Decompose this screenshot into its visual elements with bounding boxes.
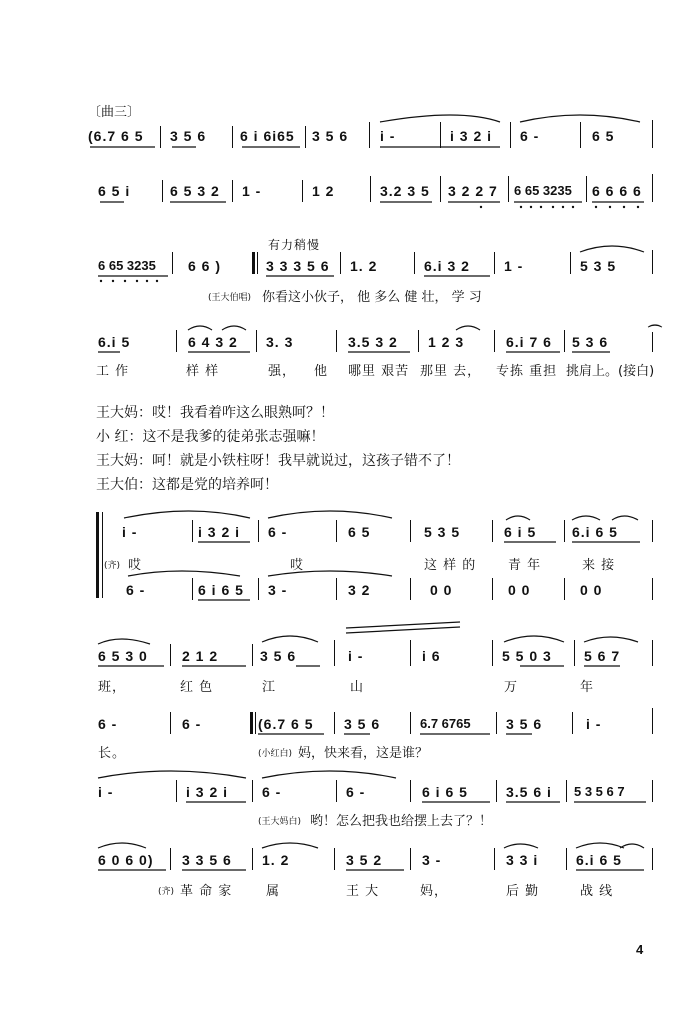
measure: 6 -: [268, 524, 288, 540]
measure: (6.7 6 5: [88, 128, 144, 144]
measure: 6 5 i: [98, 183, 131, 199]
measure: 6 6 ): [188, 258, 222, 274]
lyrics-line: 你看这小伙子， 他 多么 健 壮， 学 习: [262, 290, 482, 305]
measure: 6 5: [592, 128, 615, 144]
measure: 3 -: [422, 852, 442, 868]
measure: i -: [380, 128, 396, 144]
lyric-syllable: 长。: [98, 746, 127, 761]
measure: 1 2 3: [428, 334, 465, 350]
measure: 6 -: [98, 716, 118, 732]
measure: 2 1 2: [182, 648, 219, 664]
dialogue-line: 小 红：这不是我爹的徒弟张志强嘛！: [96, 429, 325, 445]
measure: 3 3 i: [506, 852, 539, 868]
measure: 6 -: [346, 784, 366, 800]
measure: 3 2: [348, 582, 371, 598]
measure: 3.5 3 2: [348, 334, 398, 350]
measure: 5 3 5 6 7: [574, 784, 625, 799]
spoken-line: 哟！怎么把我也给摆上去了？！: [310, 814, 493, 829]
dialogue-line: 王大妈：呵！就是小铁柱呀！我早就说过，这孩子错不了！: [96, 453, 460, 469]
singer-cue: (齐): [104, 561, 121, 571]
dialogue-line: 王大伯：这都是党的培养呵！: [96, 477, 278, 493]
lyric-syllable: 挑肩上。(接白): [566, 364, 655, 379]
speaker-cue: (王大妈白): [258, 817, 302, 827]
measure: 6 -: [262, 784, 282, 800]
lyric-syllable: 王 大: [346, 884, 380, 899]
lyric-syllable: 来 接: [582, 558, 616, 573]
measure: 6 5 3 0: [98, 648, 148, 664]
measure: 6 5 3 2: [170, 183, 220, 199]
lyric-syllable: 山: [350, 680, 365, 695]
measure: 6 i 5: [504, 524, 537, 540]
measure: 5 3 5: [580, 258, 617, 274]
measure: 6 i 6i65: [240, 128, 295, 144]
measure: 6 65 3235: [514, 183, 572, 198]
measure: 5 6 7: [584, 648, 621, 664]
lyric-syllable: 工 作: [96, 364, 130, 379]
singer-cue: (齐): [158, 887, 175, 897]
lyric-syllable: 红 色: [180, 680, 214, 695]
dialogue-line: 王大妈：哎！我看着咋这么眼熟呵？！: [96, 405, 334, 421]
measure: 1 -: [504, 258, 524, 274]
measure: 0 0: [430, 582, 453, 598]
lyric-syllable: 样 样: [186, 364, 220, 379]
lyric-syllable: 专拣 重担: [496, 364, 558, 379]
lyric-syllable: 青 年: [508, 558, 542, 573]
measure: 6 6 6 6: [592, 183, 642, 199]
lyric-syllable: 后 勤: [506, 884, 540, 899]
spoken-line: 妈，快来看，这是谁？: [298, 746, 429, 761]
measure: 3 5 6: [260, 648, 297, 664]
measure: (6.7 6 5: [258, 716, 314, 732]
lyric-syllable: 万: [504, 680, 519, 695]
measure: 3 5 6: [344, 716, 381, 732]
measure: 6 65 3235: [98, 258, 156, 273]
lyric-syllable: 江: [262, 680, 277, 695]
measure: 0 0: [580, 582, 603, 598]
measure: 1 2: [312, 183, 335, 199]
singer-cue: (王大伯唱): [208, 293, 252, 303]
measure: 3 -: [268, 582, 288, 598]
lyric-syllable: 年: [580, 680, 595, 695]
measure: 3 2 2 7: [448, 183, 498, 199]
measure: 1 -: [242, 183, 262, 199]
measure: 3 5 6: [312, 128, 349, 144]
measure: 6.7 6765: [420, 716, 471, 731]
measure: 6 5: [348, 524, 371, 540]
tempo-marking: 有力稍慢: [268, 238, 321, 252]
lyric-syllable: 这 样 的: [424, 558, 477, 573]
measure: i -: [98, 784, 114, 800]
lyric-syllable: 战 线: [580, 884, 614, 899]
measure: 3 3 3 5 6: [266, 258, 330, 274]
lyric-syllable: 属: [266, 884, 281, 899]
lyric-syllable: 强，: [268, 364, 297, 379]
measure: 5 3 6: [572, 334, 609, 350]
measure: 6.i 5: [98, 334, 131, 350]
page-number: 4: [636, 942, 644, 957]
measure: 1. 2: [350, 258, 378, 274]
measure: 6 0 6 0): [98, 852, 154, 868]
measure: 3.2 3 5: [380, 183, 430, 199]
measure: 6.i 3 2: [424, 258, 470, 274]
measure: 1. 2: [262, 852, 290, 868]
lyric-syllable: 妈，: [420, 884, 449, 899]
measure: 6.i 6 5: [576, 852, 622, 868]
lyric-syllable: 哪里 艰苦: [348, 364, 410, 379]
measure: 6.i 6 5: [572, 524, 618, 540]
lyric-syllable: 哎: [290, 558, 305, 573]
lyric-syllable: 他: [314, 364, 329, 379]
speaker-cue: (小红白): [258, 749, 293, 759]
section-label: 〔曲三〕: [88, 105, 141, 120]
measure: 3 5 6: [506, 716, 543, 732]
measure: 3 3 5 6: [182, 852, 232, 868]
measure: 3.5 6 i: [506, 784, 552, 800]
measure: 6 -: [520, 128, 540, 144]
measure: 0 0: [508, 582, 531, 598]
measure: i -: [348, 648, 364, 664]
measure: i 3 2 i: [198, 524, 241, 540]
lyric-syllable: 革 命 家: [180, 884, 233, 899]
measure: i 3 2 i: [450, 128, 493, 144]
lyric-syllable: 哎: [128, 558, 143, 573]
measure: 5 5 0 3: [502, 648, 552, 664]
measure: 6 i 6 5: [198, 582, 244, 598]
measure: 6 -: [126, 582, 146, 598]
fermata-mark: ⌒: [648, 324, 663, 340]
measure: 5 3 5: [424, 524, 461, 540]
measure: i 6: [422, 648, 441, 664]
measure: 6 4 3 2: [188, 334, 238, 350]
measure: 6 i 6 5: [422, 784, 468, 800]
measure: i -: [586, 716, 602, 732]
measure: 3. 3: [266, 334, 294, 350]
measure: i 3 2 i: [186, 784, 229, 800]
lyric-syllable: 那里 去，: [420, 364, 482, 379]
measure: 3 5 6: [170, 128, 207, 144]
measure: 6 -: [182, 716, 202, 732]
lyric-syllable: 班，: [98, 680, 127, 695]
measure: 3 5 2: [346, 852, 383, 868]
measure: i -: [122, 524, 138, 540]
measure: 6.i 7 6: [506, 334, 552, 350]
